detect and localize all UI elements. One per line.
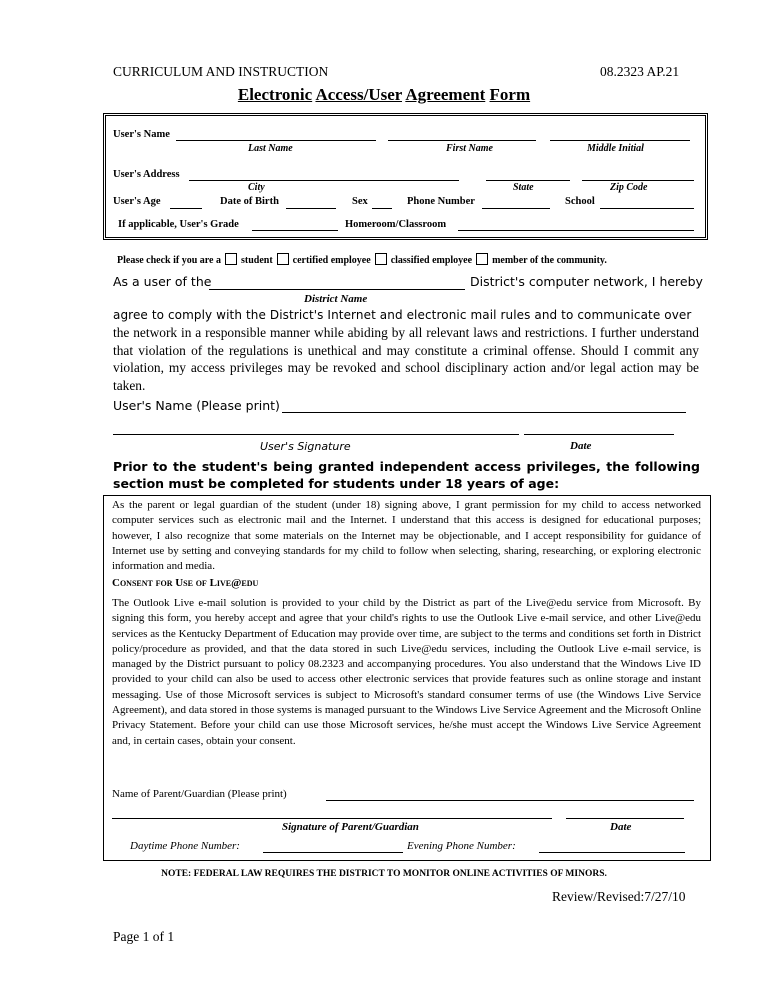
user-signature-field[interactable] xyxy=(113,434,519,435)
parent-print-name-field[interactable] xyxy=(326,800,694,801)
state-caption: State xyxy=(513,182,534,193)
parent-date-field[interactable] xyxy=(566,818,684,819)
users-address-label: User's Address xyxy=(113,169,180,180)
header-right: 08.2323 AP.21 xyxy=(600,64,680,79)
grade-field[interactable] xyxy=(252,230,338,231)
first-name-caption: First Name xyxy=(446,143,493,154)
sex-label: Sex xyxy=(352,196,368,207)
role-check-row: Please check if you are a student certified employee classified employee member of the community. xyxy=(117,255,607,266)
agreement-lead: As a user of the xyxy=(113,274,212,289)
federal-law-note: NOTE: FEDERAL LAW REQUIRES THE DISTRICT TO MONITOR ONLINE ACTIVITIES OF MINORS. xyxy=(161,869,607,879)
district-name-caption: District Name xyxy=(304,293,368,305)
school-label: School xyxy=(565,196,595,207)
revised-date: Review/Revised:7/27/10 xyxy=(552,889,686,904)
parent-print-name-label: Name of Parent/Guardian (Please print) xyxy=(112,788,287,800)
parent-signature-field[interactable] xyxy=(112,818,552,819)
first-name-field[interactable] xyxy=(388,140,536,141)
users-age-label: User's Age xyxy=(113,196,161,207)
classified-employee-checkbox[interactable] xyxy=(375,253,387,265)
parent-date-caption: Date xyxy=(610,821,632,833)
last-name-field[interactable] xyxy=(176,140,376,141)
users-name-label: User's Name xyxy=(113,129,170,140)
grade-label: If applicable, User's Grade xyxy=(118,219,239,230)
page-number: Page 1 of 1 xyxy=(113,929,175,944)
agreement-line1: agree to comply with the District's Internet and electronic mail rules and to communicate over xyxy=(113,308,692,322)
zip-caption: Zip Code xyxy=(610,182,648,193)
last-name-caption: Last Name xyxy=(248,143,293,154)
header-left: CURRICULUM AND INSTRUCTION xyxy=(113,64,329,79)
school-field[interactable] xyxy=(600,208,694,209)
user-date-field[interactable] xyxy=(524,434,674,435)
age-field[interactable] xyxy=(170,208,202,209)
dob-field[interactable] xyxy=(286,208,336,209)
homeroom-field[interactable] xyxy=(458,230,694,231)
consent-text: The Outlook Live e-mail solution is provided to your child by the District as part of the Live@edu service from Microsoft. By signing this form, you hereby accept and agree that your child's rights to use the Outlook Live e-mail service, and other Live@edu services as the Kentucky Department of Education may provide over time, are subject to the terms and conditions set forth in District policy/procedure as provided, and that the data stored in such Live@edu services, including the Outlook Live e-mail service, is managed by the District pursuant to policy 08.2323 and accompanying procedures. You also understand that the Windows Live ID provided to your child can also be used to access other electronic services that provide features such as online storage and instant messaging. Use of those Microsoft services is subject to Microsoft's standard consumer terms of use (the Windows Live Service Agreement), and data stored in those systems is managed pursuant to the Windows Live Service Agreement and the Microsoft Online Privacy Statement. Before your child can use those Microsoft services, he/she must accept the Windows Live Service Agreement and, in certain cases, obtain your consent. xyxy=(112,597,701,747)
state-field[interactable] xyxy=(486,180,570,181)
user-date-caption: Date xyxy=(570,440,592,452)
parent-signature-caption: Signature of Parent/Guardian xyxy=(282,821,419,833)
agreement-body: the network in a responsible manner while abiding by all relevant laws and restrictions. I further understand that violation of the regulations is unethical and may constitute a criminal offense. Should I commit any violation, my access privileges may be revoked and school disciplinary action and/or legal action may be taken. xyxy=(113,325,699,393)
agreement-lead-tail: District's computer network, I hereby xyxy=(470,274,703,289)
certified-employee-checkbox[interactable] xyxy=(277,253,289,265)
daytime-phone-field[interactable] xyxy=(263,852,403,853)
sex-field[interactable] xyxy=(372,208,392,209)
prior-notice: Prior to the student's being granted independent access privileges, the following section must be completed for students under 18 years of age: xyxy=(113,459,700,491)
evening-phone-label: Evening Phone Number: xyxy=(407,840,516,852)
district-name-field[interactable] xyxy=(209,289,465,290)
middle-initial-caption: Middle Initial xyxy=(587,143,644,154)
homeroom-label: Homeroom/Classroom xyxy=(345,219,447,230)
consent-heading: Consent for Use of Live@edu xyxy=(112,577,259,589)
evening-phone-field[interactable] xyxy=(539,852,685,853)
phone-field[interactable] xyxy=(482,208,550,209)
middle-initial-field[interactable] xyxy=(550,140,690,141)
user-print-name-label: User's Name (Please print) xyxy=(113,398,280,413)
phone-label: Phone Number xyxy=(407,196,475,207)
parent-permission-text: As the parent or legal guardian of the student (under 18) signing above, I grant permission for my child to access networked computer services such as electronic mail and the Internet. I understand that this access is designed for educational purposes; however, I also recognize that some materials on the Internet may be objectionable, and I accept responsibility for guidance of Internet use by setting and conveying standards for my child to follow when selecting, sharing, researching, or exploring electronic information and media. xyxy=(112,499,701,573)
student-checkbox[interactable] xyxy=(225,253,237,265)
user-print-name-field[interactable] xyxy=(282,412,686,413)
form-title: Electronic Access/User Agreement Form xyxy=(237,85,531,104)
community-member-checkbox[interactable] xyxy=(476,253,488,265)
address-field[interactable] xyxy=(189,180,459,181)
user-signature-caption: User's Signature xyxy=(260,440,351,453)
city-caption: City xyxy=(248,182,265,193)
zip-field[interactable] xyxy=(582,180,694,181)
dob-label: Date of Birth xyxy=(220,196,279,207)
daytime-phone-label: Daytime Phone Number: xyxy=(130,840,240,852)
